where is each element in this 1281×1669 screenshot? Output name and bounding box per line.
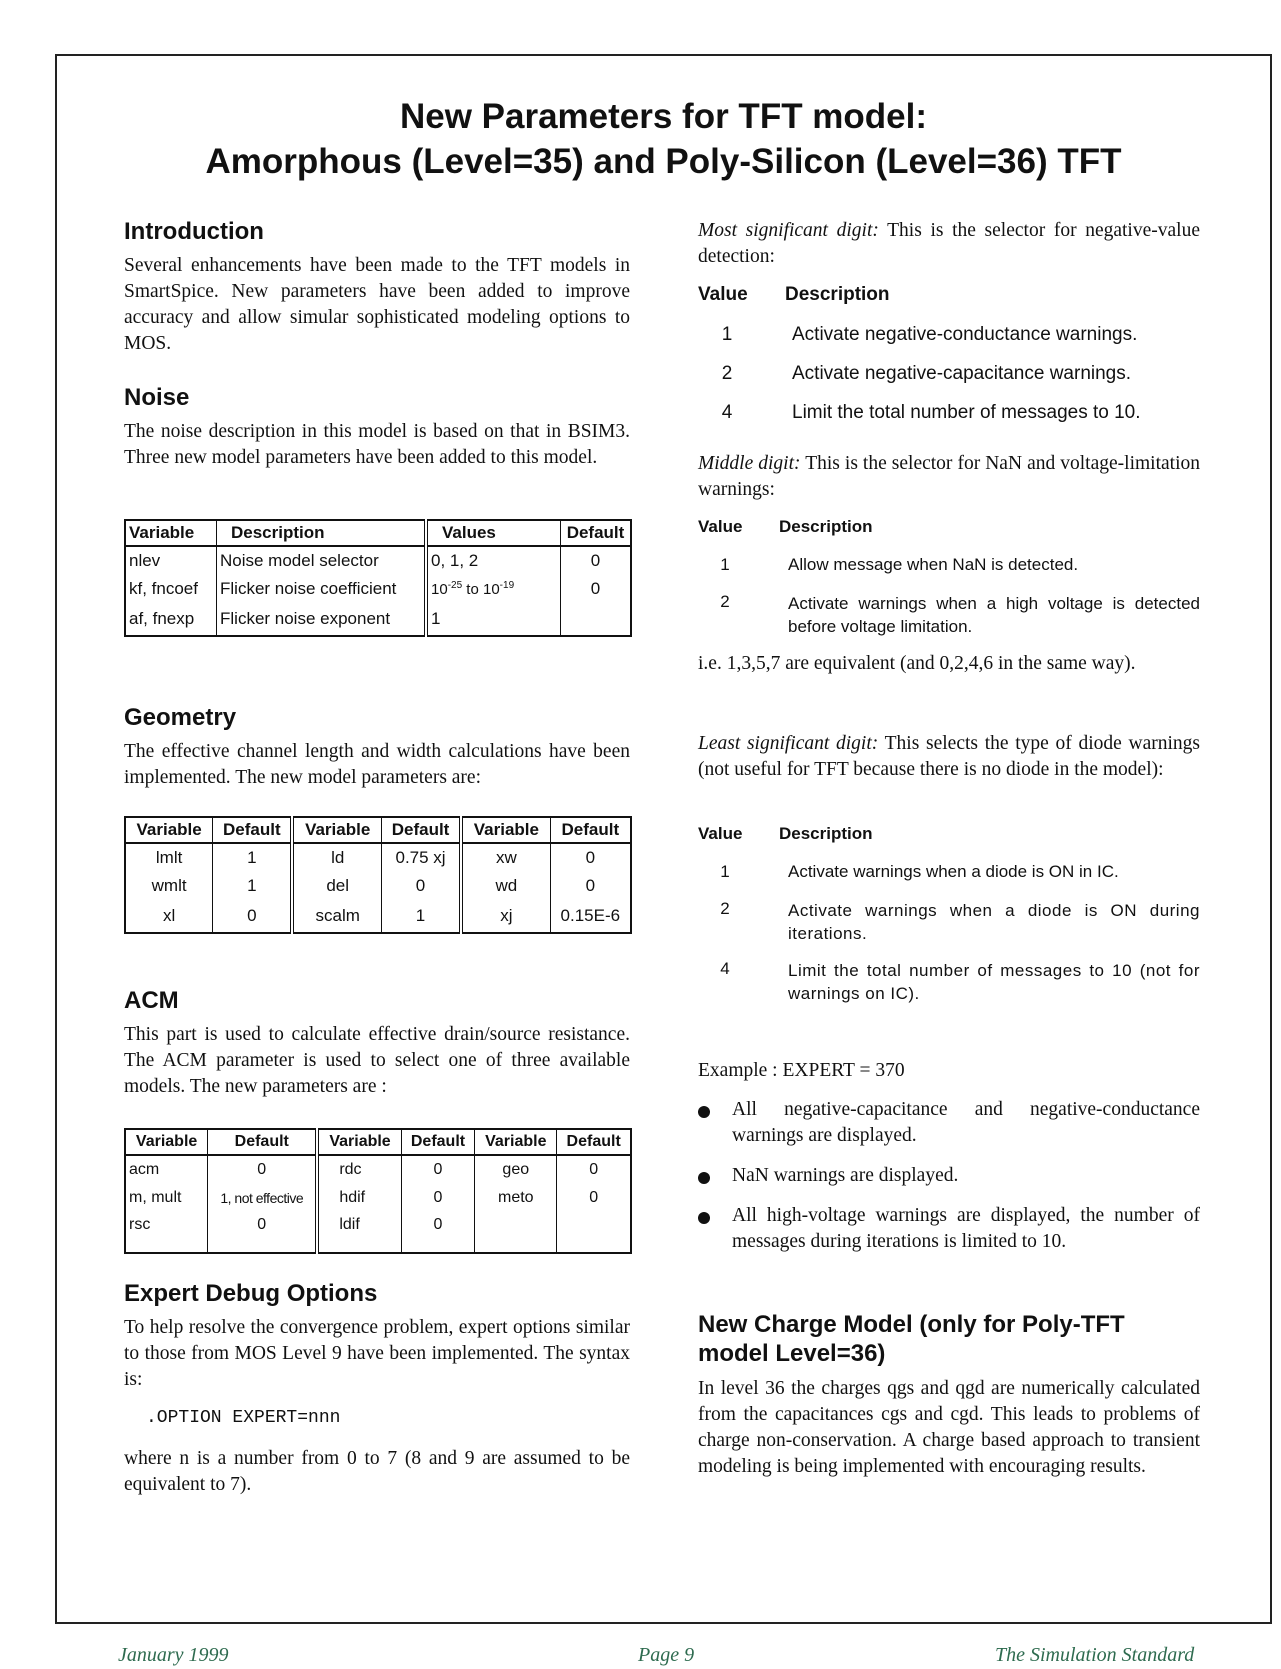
middle-value-header: Value	[698, 517, 743, 536]
acm-header: Variable	[125, 1129, 208, 1155]
table-row	[125, 1155, 631, 1184]
middle-text	[698, 451, 1200, 503]
middle-value: 1	[720, 555, 730, 574]
acm-header: Default	[557, 1129, 631, 1155]
geometry-cell: xl	[162, 906, 176, 925]
msd-value: 2	[721, 363, 733, 384]
table-row	[125, 546, 631, 575]
lsd-desc-header: Description	[779, 824, 873, 843]
noise-cell	[561, 603, 632, 636]
lsd-text	[698, 731, 1200, 783]
middle-value: 2	[720, 592, 730, 611]
footer-publication: The Simulation Standard	[995, 1644, 1195, 1666]
charge-heading	[698, 1310, 1125, 1368]
acm-cell: 1, not effective	[208, 1184, 318, 1212]
noise-cell: 1	[426, 603, 561, 636]
expert-text: To help resolve the convergence problem, expert options similar to those from MOS Level 9 have been implemented. The syntax is:	[124, 1317, 630, 1390]
table-row	[125, 603, 631, 636]
bullet-icon	[698, 1172, 710, 1184]
msd-desc: This is the selector for negative-value detection:	[698, 220, 1200, 267]
acm-cell: ldif	[317, 1212, 401, 1253]
lsd-value: 2	[720, 899, 730, 918]
table-row	[125, 1212, 631, 1253]
noise-cell: Flicker noise exponent	[217, 603, 427, 636]
lsd-value: 4	[720, 959, 730, 978]
acm-header: Default	[208, 1129, 318, 1155]
geometry-cell: del	[292, 872, 381, 900]
geometry-header: Default	[550, 817, 631, 843]
geometry-header: Variable	[125, 817, 213, 843]
acm-cell: 0	[401, 1184, 475, 1212]
geometry-cell: 0	[381, 872, 461, 900]
geometry-cell: 0	[550, 843, 631, 872]
acm-cell: 0	[208, 1212, 318, 1253]
page-title	[60, 94, 1267, 184]
charge-heading-line-2: model Level=36)	[698, 1340, 886, 1367]
geometry-header: Variable	[461, 817, 550, 843]
geometry-heading: Geometry	[124, 704, 237, 731]
acm-text: This part is used to calculate effective drain/source resistance. The ACM parameter is used to select one of three available models. The new parameters are :	[124, 1024, 630, 1097]
acm-header: Default	[401, 1129, 475, 1155]
geometry-cell: wd	[461, 872, 550, 900]
msd-desc-item: Activate negative-conductance warnings.	[792, 324, 1138, 345]
table-row	[125, 1184, 631, 1212]
footer-date: January 1999	[118, 1644, 229, 1666]
noise-cell: Noise model selector	[217, 546, 427, 575]
acm-header: Variable	[475, 1129, 557, 1155]
expert-heading: Expert Debug Options	[124, 1280, 378, 1307]
example-text: Example : EXPERT = 370	[698, 1060, 905, 1081]
acm-cell	[475, 1212, 557, 1253]
noise-cell: kf, fncoef	[129, 579, 198, 598]
middle-note: i.e. 1,3,5,7 are equivalent (and 0,2,4,6 in the same way).	[698, 653, 1136, 674]
charge-heading-line-1: New Charge Model (only for Poly-TFT	[698, 1311, 1125, 1338]
introduction-heading: Introduction	[124, 218, 264, 245]
lsd-desc: This selects the type of diode warnings (not useful for TFT because there is no diode in the model):	[698, 733, 1200, 780]
msd-value: 1	[721, 324, 733, 345]
acm-cell: 0	[401, 1212, 475, 1253]
title-line-2: Amorphous (Level=35) and Poly-Silicon (Level=36) TFT	[205, 142, 1122, 181]
lsd-desc-item: Limit the total number of messages to 10 (not for warnings on IC).	[788, 961, 1200, 1003]
acm-cell: 0	[208, 1155, 318, 1184]
table-row	[125, 900, 631, 933]
geometry-header: Variable	[292, 817, 381, 843]
middle-desc-item: Activate warnings when a high voltage is detected before voltage limitation.	[788, 594, 1200, 636]
geometry-cell: 0	[550, 872, 631, 900]
geometry-cell: 1	[213, 843, 293, 872]
charge-text: In level 36 the charges qgs and qgd are numerically calculated from the capacitances cgs and cgd. This leads to problems of charge non-conservation. A charge based approach to transient modeling is being implemented with encouraging results.	[698, 1378, 1200, 1477]
noise-text: The noise description in this model is based on that in BSIM3. Three new model parameters have been added to this model.	[124, 421, 630, 468]
noise-cell: nlev	[129, 551, 161, 570]
bullet-text: All high-voltage warnings are displayed, the number of messages during iterations is limited to 10.	[732, 1205, 1200, 1252]
title-line-1: New Parameters for TFT model:	[399, 97, 928, 136]
geometry-cell: 0.75 xj	[381, 843, 461, 872]
msd-value-header: Value	[698, 284, 748, 305]
acm-cell: acm	[129, 1161, 160, 1178]
bullet-icon	[698, 1106, 710, 1118]
msd-text	[698, 218, 1200, 270]
bullet-text: NaN warnings are displayed.	[732, 1165, 959, 1186]
table-row	[125, 843, 631, 872]
noise-header-description: Description	[217, 520, 427, 546]
geometry-cell: wmlt	[151, 876, 187, 895]
geometry-header: Default	[213, 817, 293, 843]
geometry-text: The effective channel length and width calculations have been implemented. The new model parameters are:	[124, 741, 630, 788]
bullet-icon	[698, 1212, 710, 1224]
noise-cell: Flicker noise coefficient	[217, 575, 427, 603]
acm-cell: rsc	[129, 1216, 151, 1233]
acm-cell: geo	[475, 1155, 557, 1184]
noise-cell: 0	[561, 575, 632, 603]
geometry-cell: xw	[461, 843, 550, 872]
noise-cell: af, fnexp	[129, 609, 195, 628]
acm-cell: rdc	[317, 1155, 401, 1184]
lsd-value: 1	[720, 862, 730, 881]
table-row	[125, 575, 631, 603]
msd-desc-item: Activate negative-capacitance warnings.	[792, 363, 1132, 384]
lsd-desc-item: Activate warnings when a diode is ON in IC.	[788, 862, 1119, 881]
geometry-cell: 1	[381, 900, 461, 933]
msd-desc-item: Limit the total number of messages to 10.	[792, 402, 1141, 423]
noise-header-values: Values	[426, 520, 561, 546]
middle-desc-item: Allow message when NaN is detected.	[788, 555, 1079, 574]
lsd-desc-item: Activate warnings when a diode is ON during iterations.	[788, 901, 1200, 943]
table-row	[125, 872, 631, 900]
acm-cell: meto	[475, 1184, 557, 1212]
noise-table	[124, 519, 632, 637]
noise-cell: 0	[561, 546, 632, 575]
geometry-cell: 1	[213, 872, 293, 900]
middle-label: Middle digit:	[698, 453, 801, 474]
expert-text-2: where n is a number from 0 to 7 (8 and 9 are assumed to be equivalent to 7).	[124, 1448, 630, 1495]
acm-cell	[557, 1212, 631, 1253]
noise-header-default: Default	[561, 520, 632, 546]
geometry-table	[124, 816, 632, 934]
noise-header-variable: Variable	[125, 520, 217, 546]
geometry-cell: xj	[461, 900, 550, 933]
acm-heading: ACM	[124, 987, 179, 1014]
noise-heading: Noise	[124, 384, 190, 411]
geometry-cell: lmlt	[155, 848, 183, 867]
lsd-label: Least significant digit:	[698, 733, 879, 754]
msd-value: 4	[721, 402, 733, 423]
acm-header: Variable	[317, 1129, 401, 1155]
geometry-cell: 0.15E-6	[550, 900, 631, 933]
acm-cell: 0	[557, 1184, 631, 1212]
acm-cell: 0	[401, 1155, 475, 1184]
lsd-value-header: Value	[698, 824, 743, 843]
introduction-text: Several enhancements have been made to the TFT models in SmartSpice. New parameters have been added to improve accuracy and allow simular sophisticated modeling options to MOS.	[124, 255, 630, 354]
acm-cell: 0	[557, 1155, 631, 1184]
noise-cell-values: $10^{-25}$ to $10^{-19}$	[426, 575, 561, 603]
middle-desc-header: Description	[779, 517, 873, 536]
geometry-cell: ld	[292, 843, 381, 872]
geometry-cell: scalm	[292, 900, 381, 933]
geometry-header: Default	[381, 817, 461, 843]
acm-cell: hdif	[317, 1184, 401, 1212]
geometry-cell: 0	[213, 900, 293, 933]
acm-cell: m, mult	[129, 1189, 182, 1206]
noise-cell: 0, 1, 2	[426, 546, 561, 575]
acm-table	[124, 1128, 632, 1254]
middle-desc: This is the selector for NaN and voltage-limitation warnings:	[698, 453, 1200, 500]
footer-page: Page 9	[638, 1644, 695, 1666]
msd-desc-header: Description	[785, 284, 890, 305]
expert-code: .OPTION EXPERT=nnn	[146, 1408, 341, 1428]
msd-label: Most significant digit:	[698, 220, 879, 241]
bullet-text: All negative-capacitance and negative-conductance warnings are displayed.	[732, 1099, 1200, 1146]
